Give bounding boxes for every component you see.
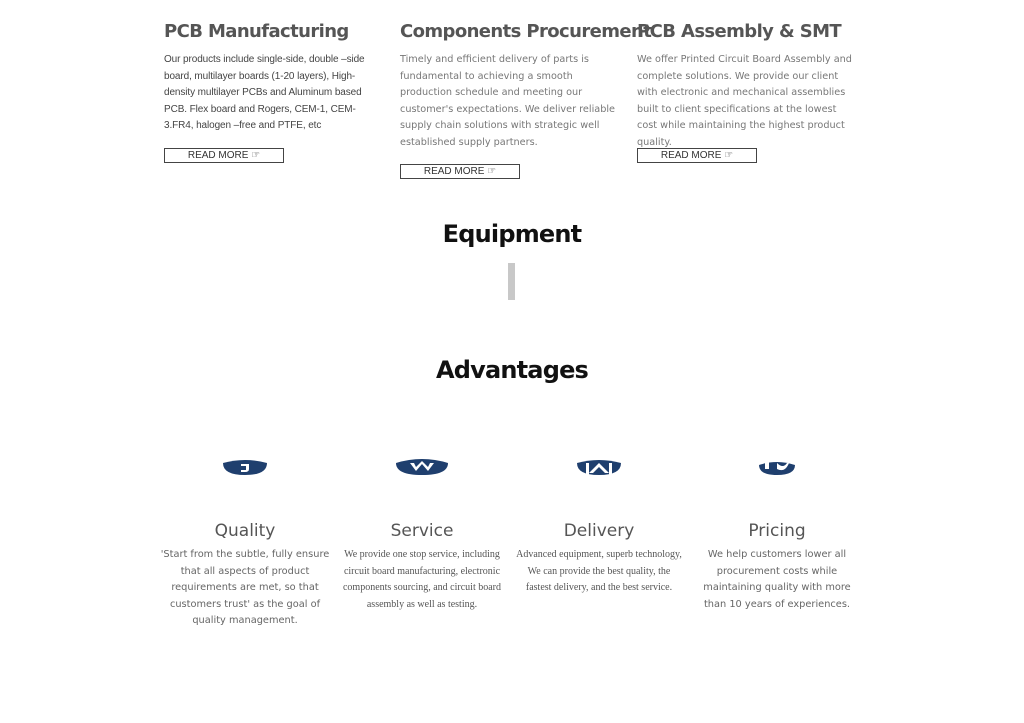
delivery-icon bbox=[575, 455, 623, 475]
advantage-description: Advanced equipment, superb technology, We can provide the best quality, the fastest delivery, and the best service. bbox=[516, 549, 682, 594]
advantage-title: Pricing bbox=[748, 521, 806, 541]
service-card-components-procurement bbox=[400, 20, 652, 152]
advantages-heading: Advantages bbox=[435, 356, 589, 384]
read-more-button-pcb-manufacturing[interactable]: READ MORE ☞ bbox=[164, 148, 284, 163]
equipment-heading: Equipment bbox=[442, 220, 582, 248]
advantage-description: 'Start from the subtle, fully ensure that all aspects of product requirements are met, so that customers trust' as the goal of quality management. bbox=[160, 549, 330, 627]
advantage-service bbox=[337, 455, 507, 613]
service-title: PCB Assembly & SMT bbox=[637, 21, 842, 42]
advantage-title: Quality bbox=[214, 521, 276, 541]
service-card-pcb-manufacturing bbox=[164, 20, 380, 135]
read-more-button-pcb-assembly[interactable]: READ MORE ☞ bbox=[637, 148, 757, 163]
advantage-pricing bbox=[692, 455, 862, 613]
service-description: We offer Printed Circuit Board Assembly and complete solutions. We provide our client with electronic and mechanical assemblies built to client specifications at the lowest cost while maintaining the highest product quality. bbox=[637, 54, 852, 148]
service-description: Timely and efficient delivery of parts is fundamental to achieving a smooth production schedule and meeting our customer's expectations. We deliver reliable supply chain solutions with strategic well established supply partners. bbox=[400, 54, 616, 148]
pricing-icon bbox=[753, 455, 801, 475]
service-title: Components Procurement bbox=[400, 21, 652, 42]
service-icon bbox=[394, 455, 450, 475]
advantage-delivery bbox=[514, 455, 684, 597]
quality-icon bbox=[221, 455, 269, 475]
read-more-button-components-procurement[interactable]: READ MORE ☞ bbox=[400, 164, 520, 179]
advantage-title: Delivery bbox=[563, 521, 635, 541]
service-title: PCB Manufacturing bbox=[164, 21, 349, 42]
service-description: Our products include single-side, double –side board, multilayer boards (1-20 layers), High-density multilayer PCBs and Aluminum based PCB. Flex board and Rogers, CEM-1, CEM-3.FR4, halogen –free and PTFE, etc bbox=[164, 54, 365, 132]
advantage-title: Service bbox=[390, 521, 454, 541]
advantage-description: We help customers lower all procurement costs while maintaining quality with more than 10 years of experiences. bbox=[703, 549, 851, 610]
advantage-description: We provide one stop service, including circuit board manufacturing, electronic components sourcing, and circuit board assembly as well as testing. bbox=[342, 549, 501, 610]
equipment-divider bbox=[508, 263, 515, 300]
service-card-pcb-assembly bbox=[637, 20, 859, 152]
advantage-quality bbox=[160, 455, 330, 630]
